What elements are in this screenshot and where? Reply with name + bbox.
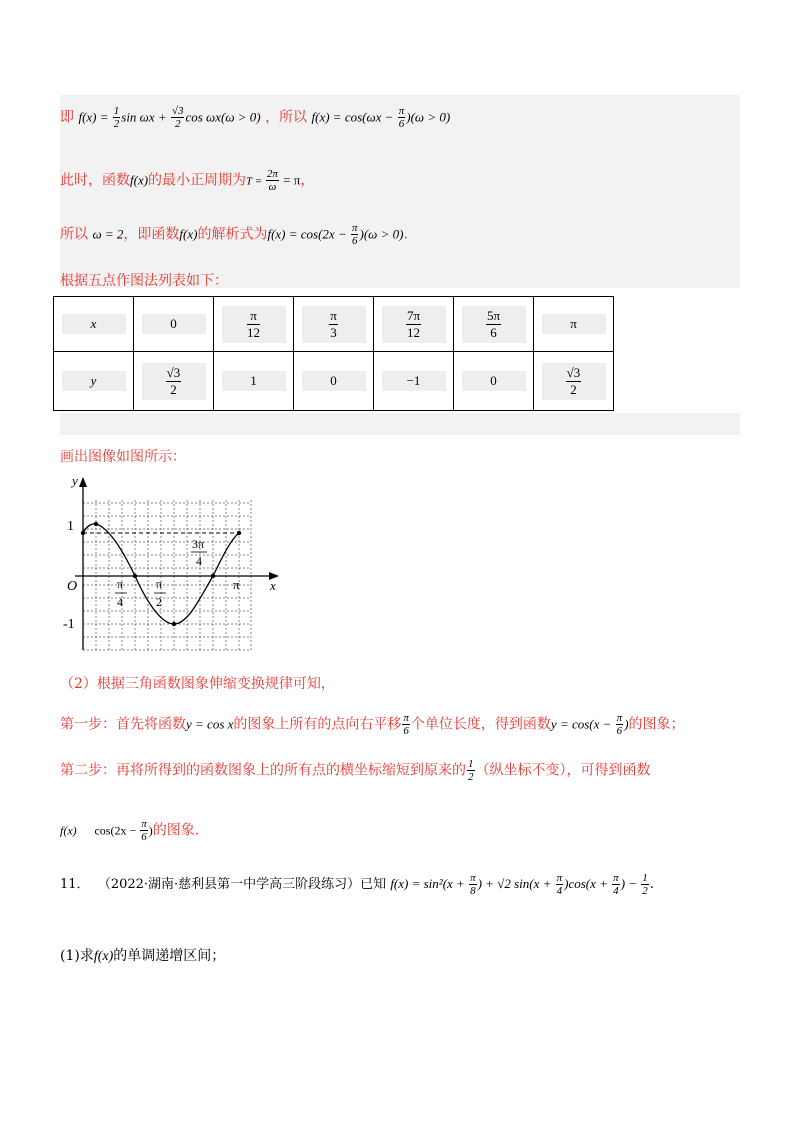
- final-function: f(x) cos(2x − $\frac{\pi}{6}$ )的图象.: [60, 818, 200, 843]
- grid: [83, 500, 251, 650]
- origin-label: O: [67, 579, 78, 594]
- table-header-x: x: [54, 297, 134, 352]
- fraction: $\frac{\pi}{8}$: [470, 872, 476, 897]
- tick-label-3pi-over-4-den: 4: [196, 554, 202, 568]
- x-axis-label: x: [270, 578, 276, 593]
- y-axis-label: y: [72, 473, 78, 488]
- fraction: $\frac{\pi}{6}$: [398, 105, 405, 130]
- table-row-x: x 0 $\frac{\pi}{12}$ $\frac{\pi}{3}$ $\frac{7\pi}{12}$ $\frac{5\pi}{6}$ π: [54, 297, 614, 352]
- solution-line-2: 此时，函数f(x)的最小正周期为T = $\frac{2\pi}{\omega}$ = π，: [60, 168, 315, 193]
- table-row-y: y $\frac{√3}{2}$ 1 0 −1 0 $\frac{√3}{2}$: [54, 352, 614, 411]
- graph-intro: 画出图像如图所示：: [60, 449, 186, 465]
- fraction: $\frac{1}{2}$: [113, 105, 120, 130]
- fraction: $\frac{\pi}{6}$: [141, 818, 147, 843]
- step-1: 第一步：首先将函数y = cos x的图象上所有的点向右平移 $\frac{\pi}{6}$ 个单位长度，得到函数y = cos(x − $\frac{\pi}{6}$ )的图象；: [60, 712, 685, 737]
- table-header-y: y: [54, 352, 134, 411]
- tick-label-pi-over-2-num: π: [156, 577, 163, 591]
- tick-label-minus-1: -1: [63, 617, 75, 632]
- solution-line-3: 所以 ω = 2，即函数f(x)的解析式为f(x) = cos(2x − $\frac{\pi}{6}$ )(ω > 0).: [60, 222, 408, 247]
- table-intro: 根据五点作图法列表如下：: [60, 273, 228, 289]
- tick-label-pi-over-4-den: 4: [117, 595, 123, 609]
- question-1: (1)求f(x)的单调递增区间；: [60, 948, 226, 964]
- table-background-strip: [60, 413, 740, 435]
- fraction: $\frac{2\pi}{\omega}$: [266, 168, 278, 193]
- y-axis-arrow: [79, 477, 87, 487]
- solution-line-1: 即 f(x) = $\frac{1}{2}$ sin ωx + $\frac{√3}{2}$ cos ωx(ω > 0) ，所以 f(x) = cos(ωx − $\frac{\pi}{6}$ )(ω > 0): [60, 105, 451, 130]
- problem-11: 11． （2022·湖南·慈利县第一中学高三阶段练习）已知 f(x) = sin²(x + $\frac{\pi}{8}$ ) + √2 sin(x + $\frac{\pi}{4}$ )cos(x + $\frac{\pi}{4}$ ) − $\frac{1}{2}$ .: [60, 872, 654, 897]
- tick-label-1: 1: [67, 519, 74, 534]
- fraction: $\frac{\pi}{6}$: [616, 712, 623, 737]
- fraction: $\frac{1}{2}$: [468, 758, 474, 783]
- step-2: 第二步：再将所得到的函数图象上的所有点的横坐标缩短到原来的 $\frac{1}{2}$ （纵坐标不变），可得到函数: [60, 758, 651, 783]
- fraction: $\frac{\pi}{6}$: [351, 222, 358, 247]
- fraction: $\frac{\pi}{6}$: [403, 712, 409, 737]
- fraction: $\frac{√3}{2}$: [171, 105, 184, 130]
- fraction: $\frac{\pi}{4}$: [613, 872, 619, 897]
- part2-intro: （2）根据三角函数图象伸缩变换规律可知，: [60, 676, 335, 692]
- fraction: $\frac{\pi}{4}$: [556, 872, 563, 897]
- tick-label-pi-over-4-num: π: [117, 577, 124, 591]
- tick-label-3pi-over-4-num: 3π: [192, 537, 205, 551]
- tick-label-pi: π: [233, 577, 240, 592]
- five-point-table: [53, 296, 614, 411]
- cosine-graph: [55, 470, 295, 655]
- fraction: $\frac{1}{2}$: [642, 872, 648, 897]
- tick-label-pi-over-2-den: 2: [156, 595, 162, 609]
